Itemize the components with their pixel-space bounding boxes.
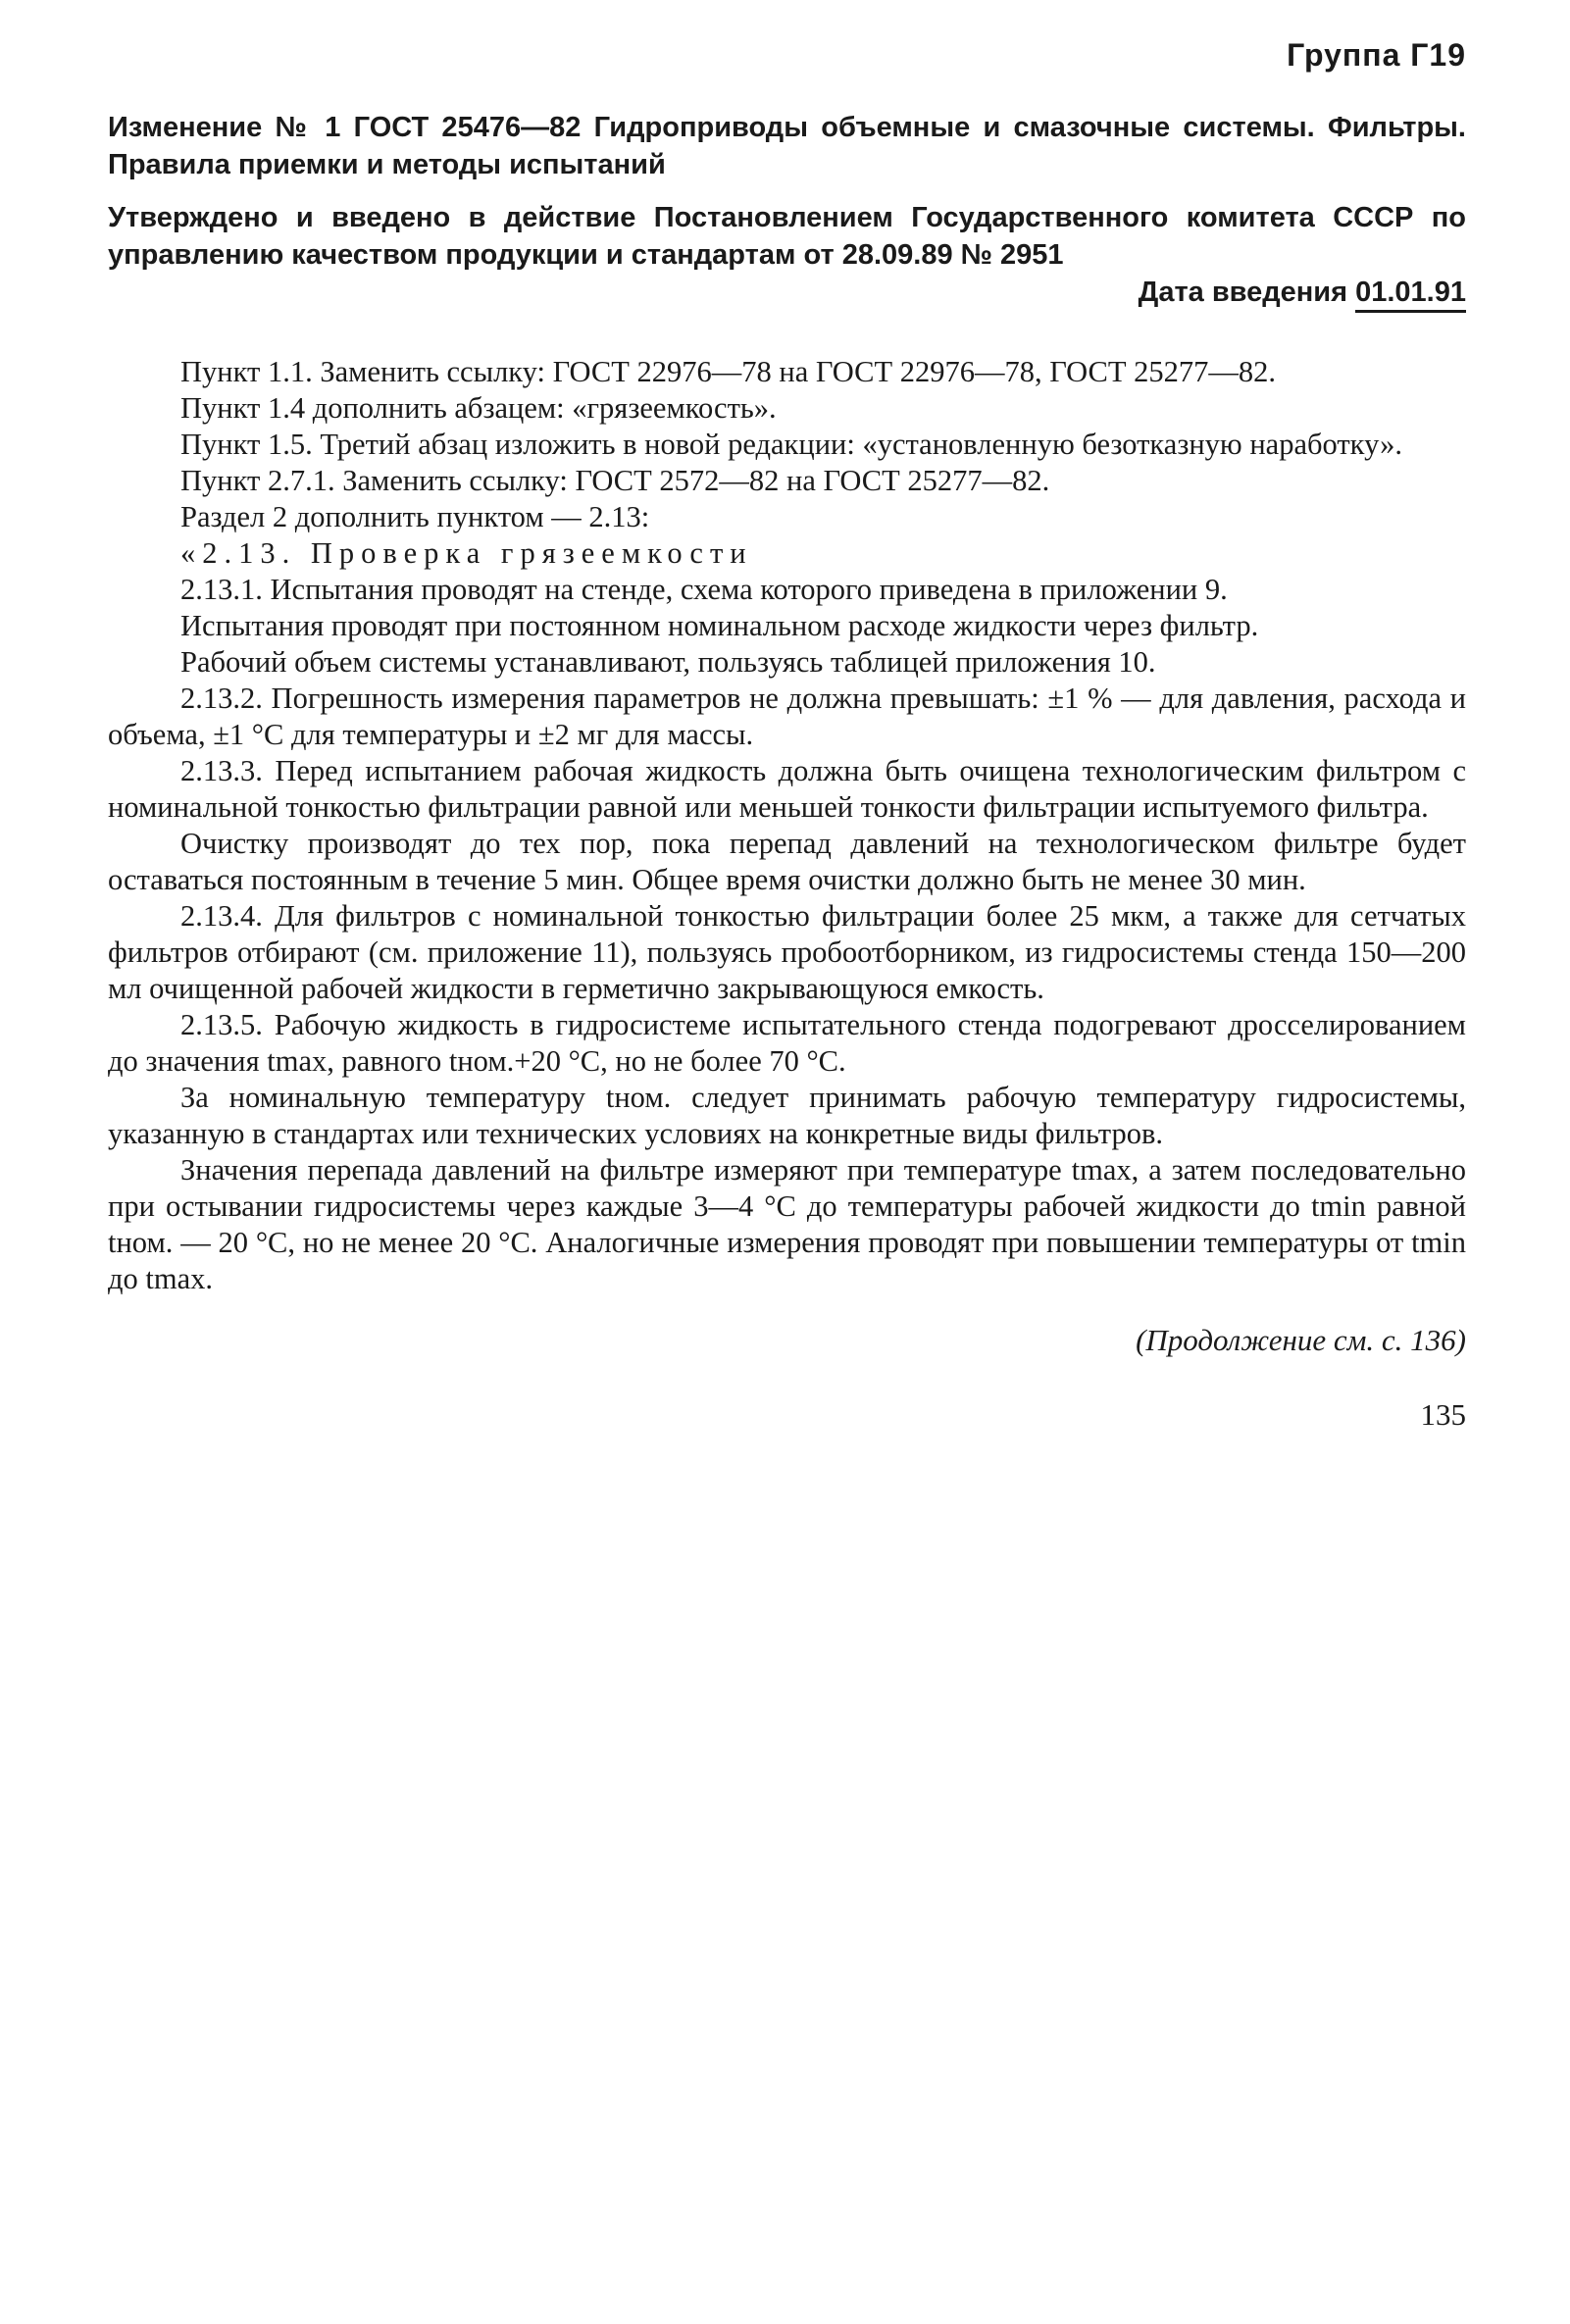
document-page xyxy=(108,37,1466,1433)
paragraph: Испытания проводят при постоянном номинальном расходе жидкости через фильтр. xyxy=(180,609,1259,642)
introduction-date xyxy=(108,274,1466,311)
paragraph: 2.13.3. Перед испытанием рабочая жидкость должна быть очищена технологическим фильтром с номинальной тонкостью фильтрации равной или меньшей тонкости фильтрации испытуемого фильтра. xyxy=(108,754,1466,824)
paragraph: Значения перепада давлений на фильтре измеряют при температуре tmax, а затем последовательно при остывании гидросистемы через каждые 3—4 °С до температуры рабочей жидкости до tmin равной tном. — 20 °С, но не менее 20 °С. Аналогичные измерения проводят при повышении температуры от tmin до tmax. xyxy=(108,1153,1466,1295)
paragraph: Пункт 2.7.1. Заменить ссылку: ГОСТ 2572—82 на ГОСТ 25277—82. xyxy=(180,464,1050,497)
date-value: 01.01.91 xyxy=(1355,277,1466,313)
paragraph: Пункт 1.4 дополнить абзацем: «грязеемкость». xyxy=(180,391,777,425)
paragraph: Пункт 1.1. Заменить ссылку: ГОСТ 22976—78 на ГОСТ 22976—78, ГОСТ 25277—82. xyxy=(180,355,1276,388)
page-number: 135 xyxy=(1420,1397,1466,1432)
paragraph: 2.13.1. Испытания проводят на стенде, схема которого приведена в приложении 9. xyxy=(180,573,1228,606)
amendment-heading: Изменение № 1 ГОСТ 25476—82 Гидроприводы объемные и смазочные системы. Фильтры. Правила приемки и методы испытаний xyxy=(108,112,1466,180)
paragraph: Очистку производят до тех пор, пока перепад давлений на технологическом фильтре будет оставаться постоянным в течение 5 мин. Общее время очистки должно быть не менее 30 мин. xyxy=(108,827,1466,896)
paragraph: Раздел 2 дополнить пунктом — 2.13: xyxy=(180,500,650,533)
approval-statement: Утверждено и введено в действие Постановлением Государственного комитета СССР по управлению качеством продукции и стандартам от 28.09.89 № 2951 xyxy=(108,202,1466,271)
paragraph: Рабочий объем системы устанавливают, пользуясь таблицей приложения 10. xyxy=(180,645,1156,679)
paragraph: За номинальную температуру tном. следует принимать рабочую температуру гидросистемы, указанную в стандартах или технических условиях на конкретные виды фильтров. xyxy=(108,1081,1466,1150)
continuation-note: (Продолжение см. с. 136) xyxy=(1136,1323,1466,1357)
paragraph: 2.13.4. Для фильтров с номинальной тонкостью фильтрации более 25 мкм, а также для сетчатых фильтров отбирают (см. приложение 11), пользуясь пробоотборником, из гидросистемы стенда 150—200 мл очищенной рабочей жидкости в герметично закрывающуюся емкость. xyxy=(108,899,1466,1005)
group-label: Группа Г19 xyxy=(1287,37,1466,73)
paragraph: Пункт 1.5. Третий абзац изложить в новой редакции: «установленную безотказную наработку». xyxy=(180,428,1402,461)
section-title: «2.13. Проверка грязеемкости xyxy=(180,536,753,570)
date-label: Дата введения xyxy=(1138,277,1348,308)
paragraph: 2.13.5. Рабочую жидкость в гидросистеме испытательного стенда подогревают дросселированием до значения tmax, равного tном.+20 °С, но не более 70 °С. xyxy=(108,1008,1466,1078)
document-body xyxy=(108,354,1466,1297)
paragraph: 2.13.2. Погрешность измерения параметров не должна превышать: ±1 % — для давления, расхода и объема, ±1 °С для температуры и ±2 мг для массы. xyxy=(108,682,1466,751)
